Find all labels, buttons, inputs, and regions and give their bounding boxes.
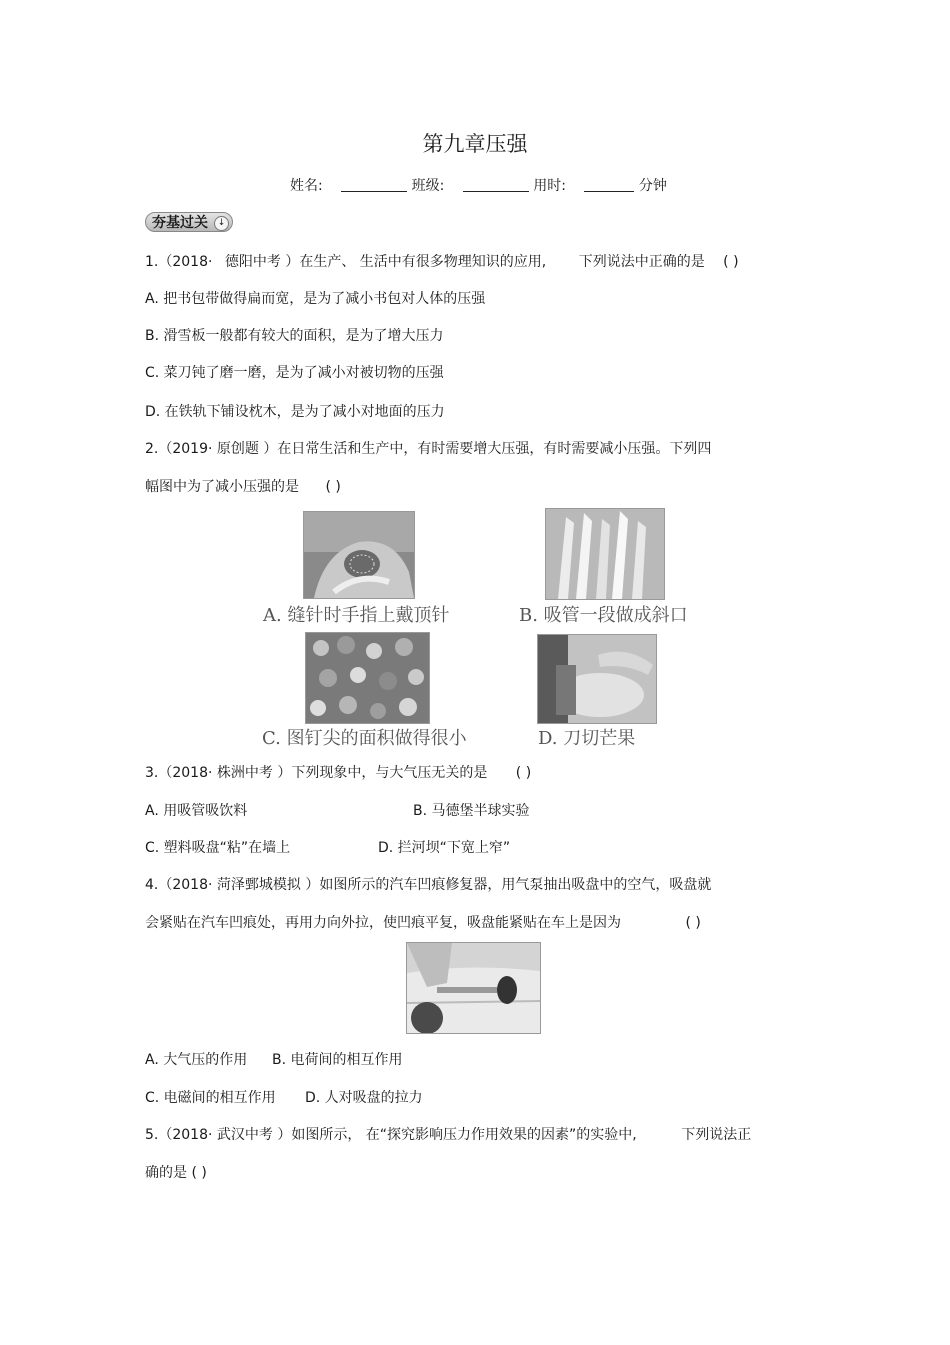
thimble-photo (303, 511, 415, 599)
caption-d: D. 刀切芒果 (538, 728, 636, 749)
question-5-stem-line1: 5.（2018· 武汉中考 ）如图所示， 在“探究影响压力作用效果的因素”的实验中, 下列说法正 (145, 1127, 752, 1143)
question-1-option-a: A. 把书包带做得扁而宽，是为了减小书包对人体的压强 (145, 291, 486, 307)
class-label: 班级: (411, 178, 445, 194)
question-4-option-c: C. 电磁间的相互作用 (145, 1090, 276, 1106)
minute-label: 分钟 (638, 178, 667, 194)
student-info-row (290, 175, 667, 195)
name-blank[interactable] (341, 177, 407, 192)
pushpins-photo (305, 632, 430, 724)
question-4-option-b: B. 电荷间的相互作用 (272, 1052, 403, 1068)
straws-photo (545, 508, 665, 600)
caption-a: A. 缝针时手指上戴顶针 (263, 605, 450, 626)
question-3-option-b: B. 马德堡半球实验 (413, 803, 530, 819)
question-3-option-a: A. 用吸管吸饮料 (145, 803, 248, 819)
arrow-down-icon: ↓ (214, 216, 229, 231)
question-4-option-a: A. 大气压的作用 (145, 1052, 248, 1068)
question-4-stem-line2: 会紧贴在汽车凹痕处，再用力向外拉，使凹痕平复，吸盘能紧贴在车上是因为 ( ) (145, 915, 701, 931)
caption-c: C. 图钉尖的面积做得很小 (262, 728, 467, 749)
section-badge (145, 212, 233, 232)
caption-b: B. 吸管一段做成斜口 (519, 605, 688, 626)
question-1-option-b: B. 滑雪板一般都有较大的面积，是为了增大压力 (145, 328, 444, 344)
class-blank[interactable] (463, 177, 529, 192)
knife-mango-photo (537, 634, 657, 724)
question-1-option-d: D. 在铁轨下铺设枕木，是为了减小对地面的压力 (145, 404, 445, 420)
time-label: 用时: (533, 178, 566, 194)
dent-repair-photo (406, 942, 541, 1034)
page-title: 第九章压强 (422, 132, 528, 156)
question-3-option-c: C. 塑料吸盘“粘”在墙上 (145, 840, 291, 856)
time-blank[interactable] (584, 177, 634, 192)
question-2-stem-line1: 2.（2019· 原创题 ）在日常生活和生产中，有时需要增大压强，有时需要减小压强。下列四 (145, 441, 712, 457)
question-3-stem: 3.（2018· 株洲中考 ）下列现象中，与大气压无关的是 ( ) (145, 765, 532, 781)
question-3-option-d: D. 拦河坝“下宽上窄” (378, 840, 511, 856)
question-5-stem-line2: 确的是 ( ) (145, 1165, 207, 1181)
section-badge-label: 夯基过关 (152, 215, 208, 231)
name-label: 姓名: (290, 178, 323, 194)
question-4-option-d: D. 人对吸盘的拉力 (305, 1090, 423, 1106)
question-1-option-c: C. 菜刀钝了磨一磨，是为了减小对被切物的压强 (145, 365, 444, 381)
question-4-stem-line1: 4.（2018· 菏泽鄄城模拟 ）如图所示的汽车凹痕修复器，用气泵抽出吸盘中的空气，吸盘就 (145, 877, 712, 893)
question-2-stem-line2: 幅图中为了减小压强的是 ( ) (145, 479, 341, 495)
question-1-stem: 1.（2018· 德阳中考 ）在生产、 生活中有很多物理知识的应用, 下列说法中正确的是 ( ) (145, 254, 739, 270)
